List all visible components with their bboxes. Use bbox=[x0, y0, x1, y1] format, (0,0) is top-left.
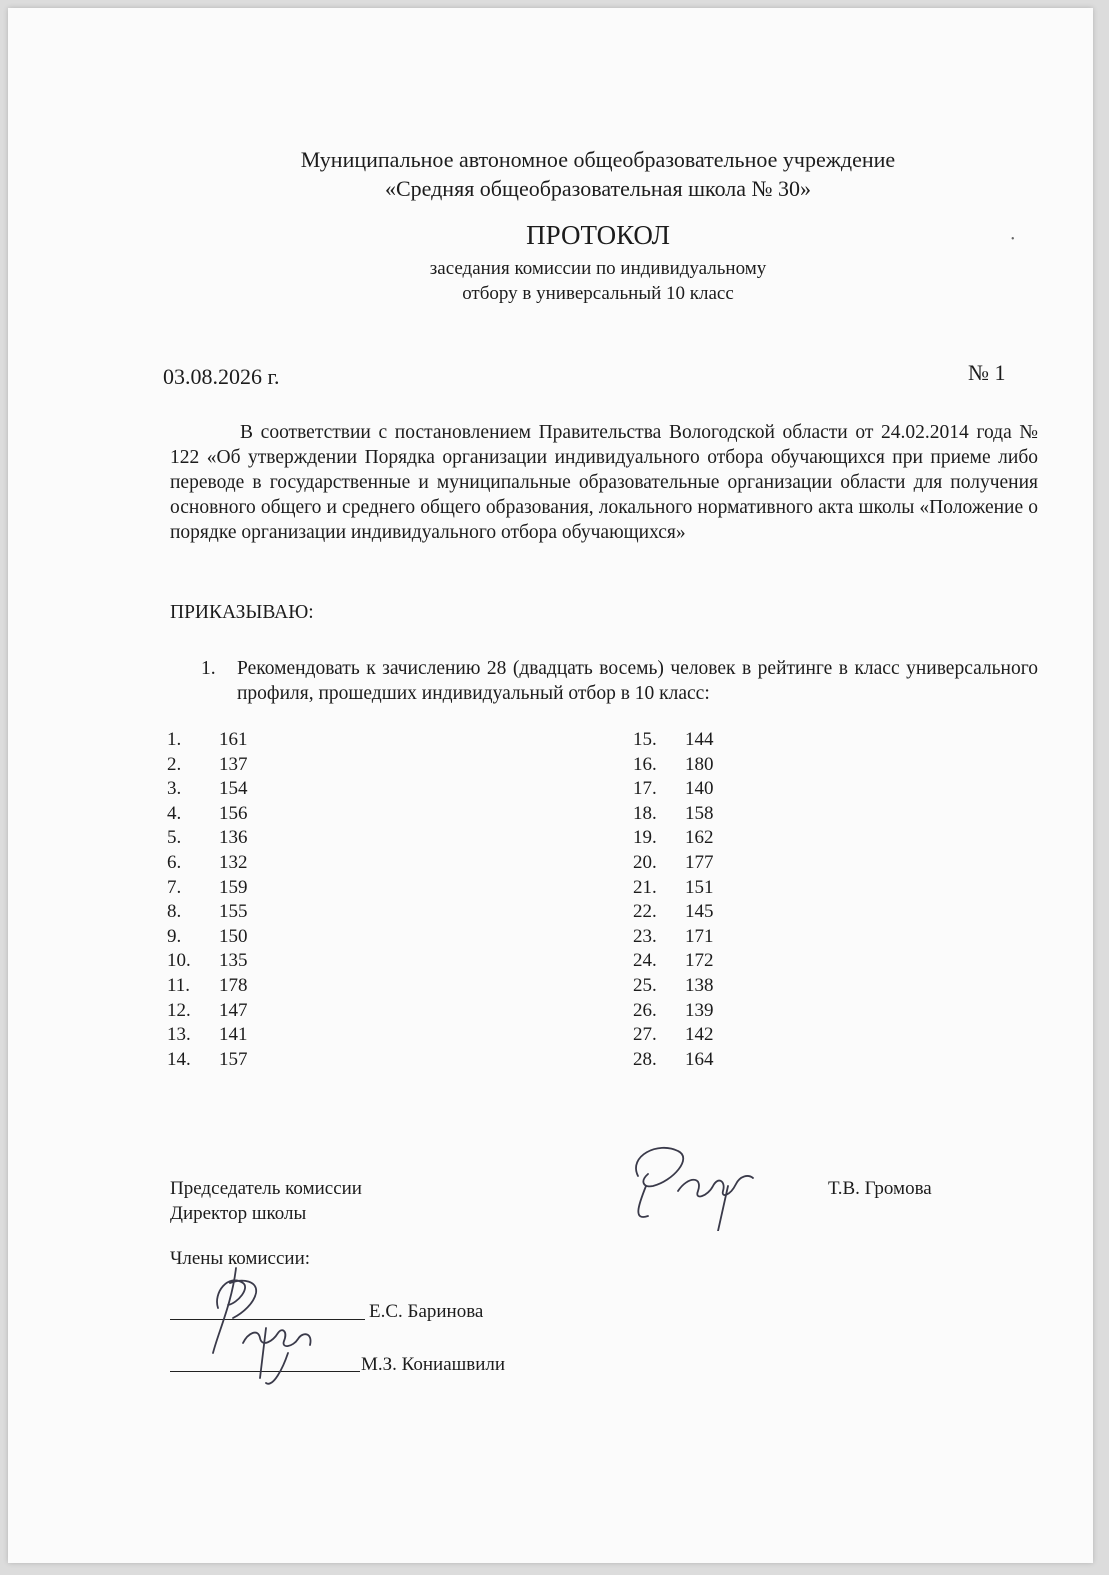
document-page bbox=[8, 8, 1093, 1563]
ranking-value: 156 bbox=[219, 802, 248, 824]
ranking-row bbox=[167, 851, 467, 876]
ranking-row bbox=[633, 802, 933, 827]
order-item-1 bbox=[201, 656, 1038, 706]
ranking-value: 178 bbox=[219, 974, 248, 996]
ranking-row bbox=[633, 925, 933, 950]
ranking-value: 177 bbox=[685, 851, 714, 873]
ranking-row bbox=[167, 876, 467, 901]
ranking-index: 13. bbox=[167, 1024, 191, 1046]
ranking-row bbox=[167, 900, 467, 925]
ranking-value: 158 bbox=[685, 802, 714, 824]
member2-name: М.З. Кониашвили bbox=[361, 1354, 506, 1375]
ranking-index: 1. bbox=[167, 729, 182, 750]
subtitle-line2: отбору в универсальный 10 класс bbox=[462, 283, 734, 304]
ranking-index: 19. bbox=[633, 827, 657, 849]
subtitle-line1: заседания комиссии по индивидуальному bbox=[429, 258, 767, 279]
ranking-value: 155 bbox=[219, 901, 248, 923]
ranking-index: 4. bbox=[167, 802, 182, 824]
ranking-row bbox=[633, 728, 933, 753]
ranking-index: 3. bbox=[167, 778, 182, 800]
ranking-value: 162 bbox=[685, 827, 714, 849]
chair-role bbox=[170, 1176, 362, 1226]
document-title: ПРОТОКОЛ bbox=[526, 220, 670, 250]
ranking-row bbox=[633, 851, 933, 876]
preamble-text: В соответствии с постановлением Правительства Вологодской области от 24.02.2014 года № 122 «Об утверждении Порядка организации индивидуального отбора обучающихся при приеме либо переводе в государственные и муниципальные образовательные организации области для получения основного общего и среднего общего образования, локального нормативного акта школы «Положение о порядке организации индивидуального отбора обучающихся» bbox=[170, 422, 1038, 543]
ranking-value: 141 bbox=[219, 1024, 248, 1046]
preamble-paragraph bbox=[170, 420, 1038, 545]
ranking-row bbox=[167, 777, 467, 802]
ranking-value: 161 bbox=[219, 729, 248, 750]
ranking-index: 11. bbox=[167, 974, 191, 996]
ranking-index: 22. bbox=[633, 901, 657, 923]
ranking-row bbox=[167, 1048, 467, 1073]
organization-name-line2: «Средняя общеобразовательная школа № 30» bbox=[384, 176, 812, 201]
document-subtitle bbox=[8, 256, 1109, 306]
ranking-row bbox=[167, 753, 467, 778]
organization-name bbox=[8, 145, 1109, 203]
ranking-index: 25. bbox=[633, 974, 657, 996]
ranking-value: 154 bbox=[219, 778, 248, 800]
ranking-value: 157 bbox=[219, 1048, 248, 1070]
ranking-row bbox=[633, 974, 933, 999]
organization-name-line1: Муниципальное автономное общеобразовательное учреждение bbox=[300, 147, 896, 172]
ranking-value: 159 bbox=[219, 876, 248, 898]
ranking-value: 140 bbox=[685, 778, 714, 800]
ranking-row bbox=[633, 900, 933, 925]
ranking-row bbox=[167, 802, 467, 827]
scan-dot: • bbox=[1011, 234, 1015, 245]
ranking-index: 9. bbox=[167, 925, 182, 947]
ranking-value: 172 bbox=[685, 950, 714, 972]
ranking-value: 150 bbox=[219, 925, 248, 947]
order-item-text: Рекомендовать к зачислению 28 (двадцать восемь) человек в рейтинге в класс универсального профиля, прошедших индивидуальный отбор в 10 класс: bbox=[237, 658, 1038, 704]
ranking-row bbox=[633, 999, 933, 1024]
member1-name: Е.С. Баринова bbox=[369, 1301, 484, 1322]
ranking-index: 17. bbox=[633, 778, 657, 800]
ranking-index: 27. bbox=[633, 1024, 657, 1046]
ranking-index: 26. bbox=[633, 999, 657, 1021]
ranking-value: 144 bbox=[685, 729, 714, 750]
ranking-value: 147 bbox=[219, 999, 248, 1021]
members-label: Члены комиссии: bbox=[170, 1248, 311, 1269]
ranking-index: 15. bbox=[633, 729, 657, 750]
ranking-index: 12. bbox=[167, 999, 191, 1021]
ranking-row bbox=[633, 777, 933, 802]
document-number: № 1 bbox=[968, 360, 1006, 385]
chair-role-line1: Председатель комиссии bbox=[170, 1178, 362, 1199]
ranking-index: 16. bbox=[633, 753, 657, 775]
ranking-value: 135 bbox=[219, 950, 248, 972]
order-word: ПРИКАЗЫВАЮ: bbox=[170, 602, 314, 623]
ranking-index: 7. bbox=[167, 876, 182, 898]
ranking-index: 5. bbox=[167, 827, 182, 849]
ranking-row bbox=[167, 999, 467, 1024]
ranking-index: 6. bbox=[167, 851, 182, 873]
ranking-index: 2. bbox=[167, 753, 182, 775]
chair-name: Т.В. Громова bbox=[828, 1178, 932, 1199]
ranking-list-right bbox=[633, 728, 933, 1072]
ranking-value: 145 bbox=[685, 901, 714, 923]
ranking-index: 23. bbox=[633, 925, 657, 947]
ranking-index: 20. bbox=[633, 851, 657, 873]
ranking-row bbox=[633, 753, 933, 778]
document-date: 03.08.2026 г. bbox=[163, 364, 280, 389]
ranking-value: 139 bbox=[685, 999, 714, 1021]
ranking-value: 164 bbox=[685, 1048, 714, 1070]
ranking-row bbox=[633, 876, 933, 901]
ranking-row bbox=[633, 1023, 933, 1048]
ranking-row bbox=[633, 1048, 933, 1073]
ranking-value: 137 bbox=[219, 753, 248, 775]
ranking-index: 14. bbox=[167, 1048, 191, 1070]
ranking-index: 8. bbox=[167, 901, 182, 923]
ranking-row bbox=[167, 974, 467, 999]
ranking-value: 171 bbox=[685, 925, 714, 947]
order-item-number: 1. bbox=[201, 658, 216, 679]
ranking-row bbox=[167, 1023, 467, 1048]
ranking-value: 180 bbox=[685, 753, 714, 775]
chair-role-line2: Директор школы bbox=[170, 1203, 307, 1224]
member-signatures bbox=[188, 1263, 338, 1403]
chair-signature bbox=[618, 1136, 768, 1231]
ranking-value: 151 bbox=[685, 876, 714, 898]
ranking-index: 18. bbox=[633, 802, 657, 824]
ranking-index: 28. bbox=[633, 1048, 657, 1070]
ranking-value: 142 bbox=[685, 1024, 714, 1046]
ranking-row bbox=[167, 728, 467, 753]
ranking-index: 24. bbox=[633, 950, 657, 972]
ranking-index: 21. bbox=[633, 876, 657, 898]
ranking-row bbox=[167, 949, 467, 974]
ranking-list-left bbox=[167, 728, 467, 1072]
ranking-row bbox=[633, 826, 933, 851]
ranking-value: 136 bbox=[219, 827, 248, 849]
ranking-row bbox=[167, 826, 467, 851]
ranking-value: 138 bbox=[685, 974, 714, 996]
ranking-row bbox=[167, 925, 467, 950]
ranking-index: 10. bbox=[167, 950, 191, 972]
ranking-value: 132 bbox=[219, 851, 248, 873]
ranking-row bbox=[633, 949, 933, 974]
